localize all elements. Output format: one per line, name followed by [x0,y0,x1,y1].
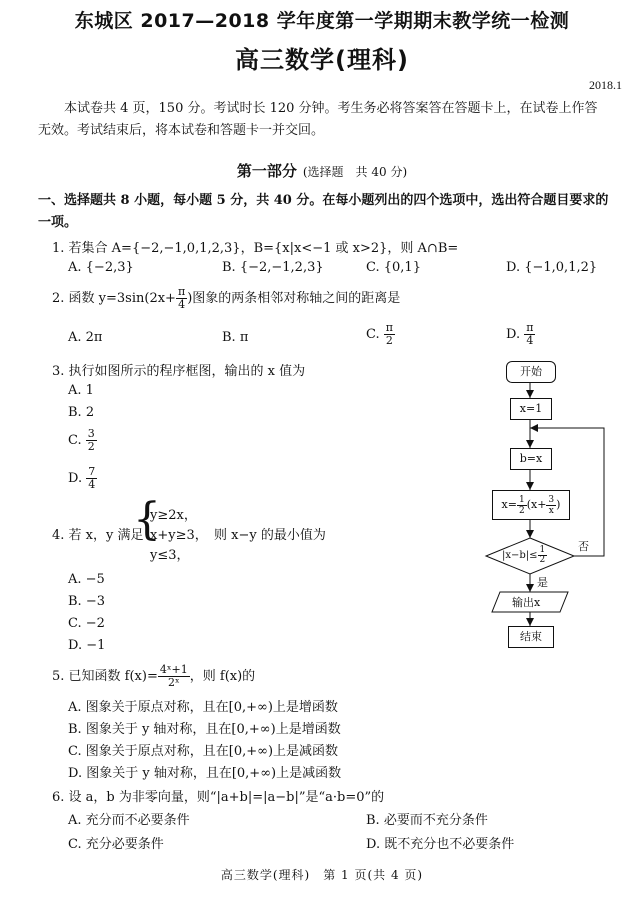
q6-option-d: D. 既不充分也不必要条件 [366,837,515,852]
q3-option-d: D. $\frac{7}{4}$ [68,465,96,491]
q4-constraint-1: y≥2x， [150,508,197,523]
q1-stem: 1. 若集合 A={−2,−1,0,1,2,3}，B={x|x<−1 或 x>2}，则 A∩B= [52,241,459,256]
q2-fraction: $\frac{\pi}{4}$ [177,285,186,311]
q4-brace: { [133,494,161,545]
q2-option-c: C. $\frac{\pi}{2}$ [366,321,393,347]
flowchart-start: 开始 [506,361,556,383]
flowchart-yes-label: 是 [537,576,548,589]
q4-stem-post: 则 x−y 的最小值为 [214,528,326,543]
flowchart-end: 结束 [508,626,554,648]
q5-option-d: D. 图象关于 y 轴对称，且在[0,+∞)上是减函数 [68,766,342,781]
q1-option-d: D. {−1,0,1,2} [506,260,598,275]
q4-stem-pre: 4. 若 x，y 满足 [52,528,144,543]
q3-stem: 3. 执行如图所示的程序框图，输出的 x 值为 [52,364,306,379]
q6-option-b: B. 必要而不充分条件 [366,813,488,828]
q5-option-b: B. 图象关于 y 轴对称，且在[0,+∞)上是增函数 [68,722,341,737]
flowchart-assign: b=x [510,448,552,470]
exam-date: 2018.1 [589,78,622,92]
exam-instructions: 本试卷共 4 页，150 分。考试时长 120 分钟。考生务必将答案答在答题卡上，在试卷上作答无效。考试结束后，将本试卷和答题卡一并交回。 [38,101,598,138]
page-footer: 高三数学(理科) 第 1 页(共 4 页) [220,868,424,882]
exam-title-line1: 东城区 2017—2018 学年度第一学期期末教学统一检测 [74,10,570,32]
q5-option-c: C. 图象关于原点对称，且在[0,+∞)上是减函数 [68,744,339,759]
q6-option-c: C. 充分必要条件 [68,837,164,852]
flowchart-init: x=1 [510,398,552,420]
q3-option-a: A. 1 [68,383,94,398]
q1-option-b: B. {−2,−1,2,3} [222,260,324,275]
flowchart-condition: |x−b|≤ $\frac{1}{2}$ [502,545,546,565]
q3-option-b: B. 2 [68,405,95,420]
q2-option-a: A. 2π [68,330,103,345]
q5-fraction: $\frac{\text{4ˣ+1}}{\text{2ˣ}}$ [159,663,188,689]
flowchart-update: x= $\frac{1}{2}$ (x+ $\frac{3}{x}$ ) [492,490,570,520]
q4-option-a: A. −5 [68,572,105,587]
q4-option-d: D. −1 [68,638,106,653]
q4-option-b: B. −3 [68,594,105,609]
section-instructions: 一、选择题共 8 小题，每小题 5 分，共 40 分。在每小题列出的四个选项中，选出符合题目要求的一项。 [38,193,609,230]
q4-constraint-2: x+y≥3， [150,528,208,543]
part-title: 第一部分 [236,162,297,180]
q6-stem: 6. 设 a，b 为非零向量，则“|a+b|=|a−b|”是“a·b=0”的 [52,790,385,805]
flowchart-output: 输出x [512,596,541,609]
q1-option-a: A. {−2,3} [68,260,134,275]
q2-option-b: B. π [222,330,249,345]
exam-title-line2: 高三数学(理科) [235,46,409,74]
q2-option-d: D. $\frac{\pi}{4}$ [506,321,534,347]
q5-option-a: A. 图象关于原点对称，且在[0,+∞)上是增函数 [68,700,338,715]
q3-option-c: C. $\frac{3}{2}$ [68,427,95,453]
q6-option-a: A. 充分而不必要条件 [68,813,190,828]
q5-stem: 5. 已知函数 f(x)= $\frac{\text{4ˣ+1}}{\text{2ˣ}}$ ，则 f(x)的 [52,663,256,689]
q1-option-c: C. {0,1} [366,260,421,275]
q4-option-c: C. −2 [68,616,105,631]
flowchart-no-label: 否 [578,540,589,553]
q2-stem: 2. 函数 y=3sin(2x+ $\frac{\pi}{4}$ )图象的两条相邻对称轴之间的距离是 [52,285,401,311]
part-subtitle: (选择题 共 40 分) [302,165,408,179]
q4-constraint-3: y≤3， [150,548,190,563]
